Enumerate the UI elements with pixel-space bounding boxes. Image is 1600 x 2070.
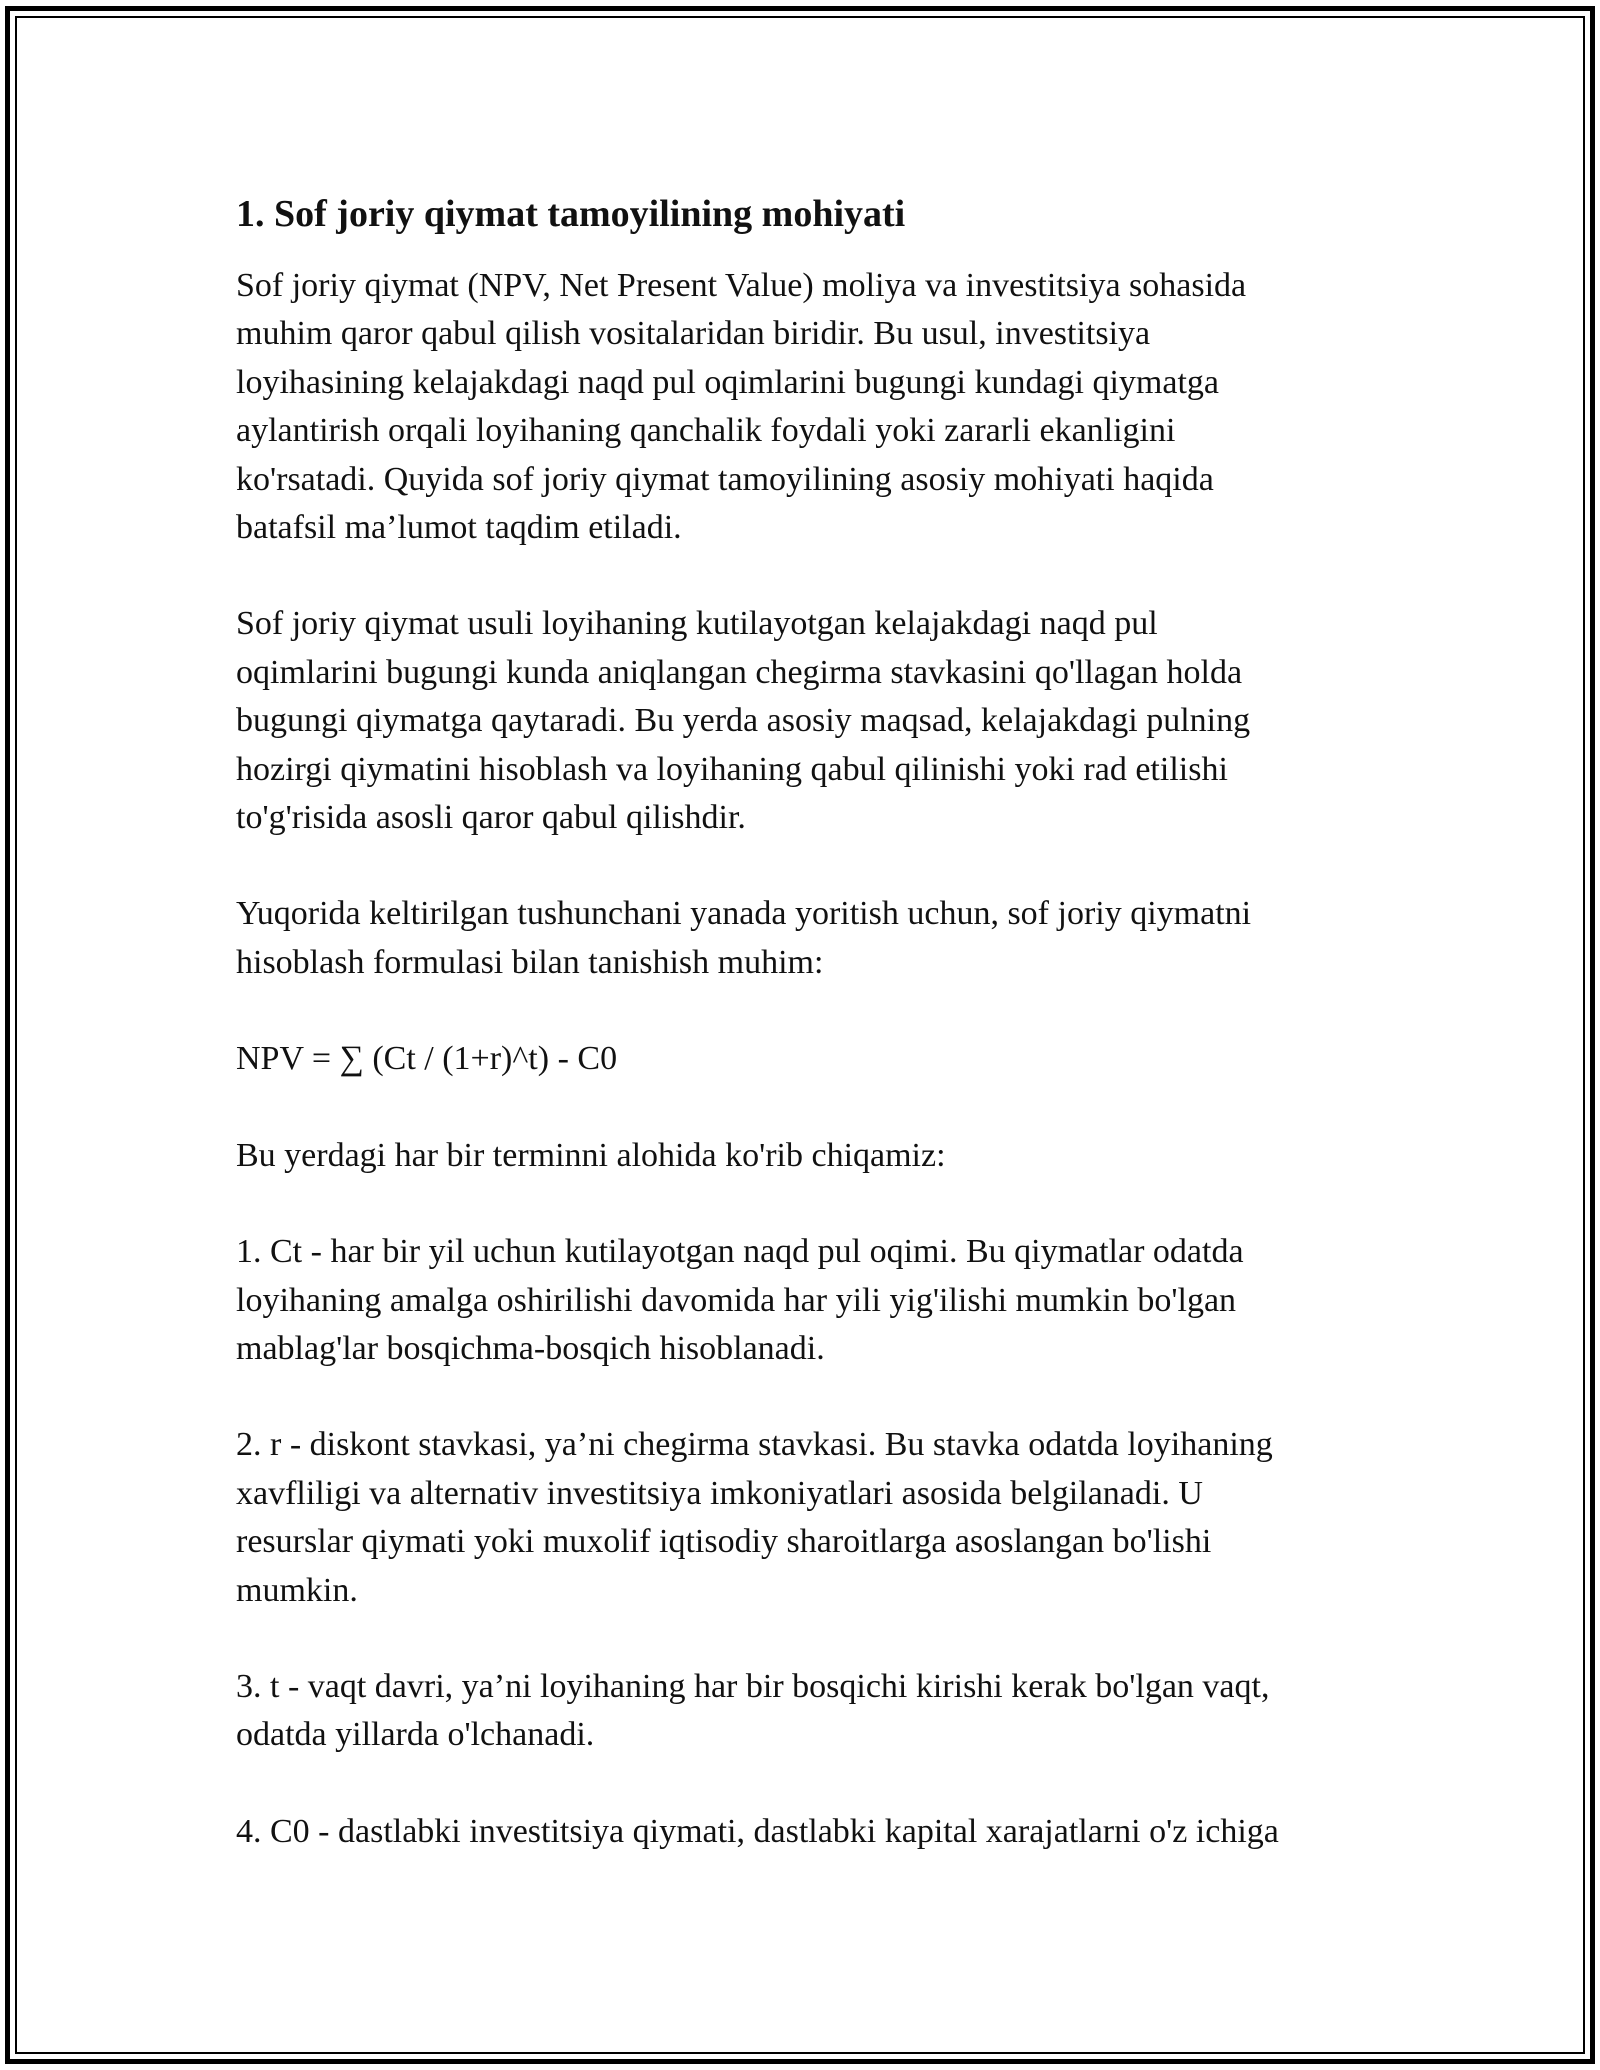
text-line: 3. t - vaqt davri, ya’ni loyihaning har bir bosqichi kirishi kerak bo'lgan vaqt, [236, 1667, 1270, 1705]
text-line: odatda yillarda o'lchanadi. [236, 1716, 595, 1754]
text-line: 1. Ct - har bir yil uchun kutilayotgan naqd pul oqimi. Bu qiymatlar odatda [236, 1233, 1244, 1271]
text-line: hisoblash formulasi bilan tanishish muhim: [236, 943, 824, 981]
text-line: oqimlarini bugungi kunda aniqlangan chegirma stavkasini qo'llagan holda [236, 653, 1243, 691]
paragraph [236, 1421, 1386, 1615]
paragraph [236, 890, 1386, 987]
text-line: aylantirish orqali loyihaning qanchalik foydali yoki zararli ekanligini [236, 412, 1176, 450]
paragraph [236, 1035, 1386, 1083]
text-line: NPV = ∑ (Ct / (1+r)^t) - C0 [236, 1040, 618, 1078]
text-line: loyihaning amalga oshirilishi davomida har yili yig'ilishi mumkin bo'lgan [236, 1281, 1237, 1319]
paragraph [236, 262, 1386, 552]
text-line: Bu yerdagi har bir terminni alohida ko'rib chiqamiz: [236, 1136, 946, 1174]
paragraph [236, 1808, 1386, 1856]
text-line: ko'rsatadi. Quyida sof joriy qiymat tamoyilining asosiy mohiyati haqida [236, 460, 1214, 498]
paragraph [236, 1663, 1386, 1760]
text-line: Sof joriy qiymat (NPV, Net Present Value) moliya va investitsiya sohasida [236, 267, 1247, 304]
text-line: mumkin. [236, 1571, 358, 1609]
text-line: Yuqorida keltirilgan tushunchani yanada yoritish uchun, sof joriy qiymatni [236, 895, 1252, 933]
section-heading: 1. Sof joriy qiymat tamoyilining mohiyati [236, 193, 906, 235]
paragraph [236, 1228, 1386, 1373]
text-line: 2. r - diskont stavkasi, ya’ni chegirma stavkasi. Bu stavka odatda loyihaning [236, 1426, 1273, 1464]
text-line: mablag'lar bosqichma-bosqich hisoblanadi. [236, 1329, 825, 1367]
text-line: muhim qaror qabul qilish vositalaridan biridir. Bu usul, investitsiya [236, 315, 1151, 353]
text-line: resurslar qiymati yoki muxolif iqtisodiy sharoitlarga asoslangan bo'lishi [236, 1523, 1212, 1561]
document-body [236, 188, 1386, 1904]
text-line: Sof joriy qiymat usuli loyihaning kutilayotgan kelajakdagi naqd pul [236, 605, 1158, 643]
text-line: xavfliligi va alternativ investitsiya imkoniyatlari asosida belgilanadi. U [236, 1474, 1203, 1512]
paragraph [236, 600, 1386, 842]
text-line: to'g'risida asosli qaror qabul qilishdir. [236, 799, 746, 837]
text-line: loyihasining kelajakdagi naqd pul oqimlarini bugungi kundagi qiymatga [236, 363, 1219, 401]
text-line: batafsil ma’lumot taqdim etiladi. [236, 509, 682, 547]
text-line: bugungi qiymatga qaytaradi. Bu yerda asosiy maqsad, kelajakdagi pulning [236, 702, 1251, 740]
paragraph-list [236, 262, 1386, 1856]
text-line: 4. C0 - dastlabki investitsiya qiymati, dastlabki kapital xarajatlarni o'z ichiga [236, 1812, 1279, 1850]
paragraph [236, 1132, 1386, 1180]
text-line: hozirgi qiymatini hisoblash va loyihaning qabul qilinishi yoki rad etilishi [236, 750, 1228, 788]
